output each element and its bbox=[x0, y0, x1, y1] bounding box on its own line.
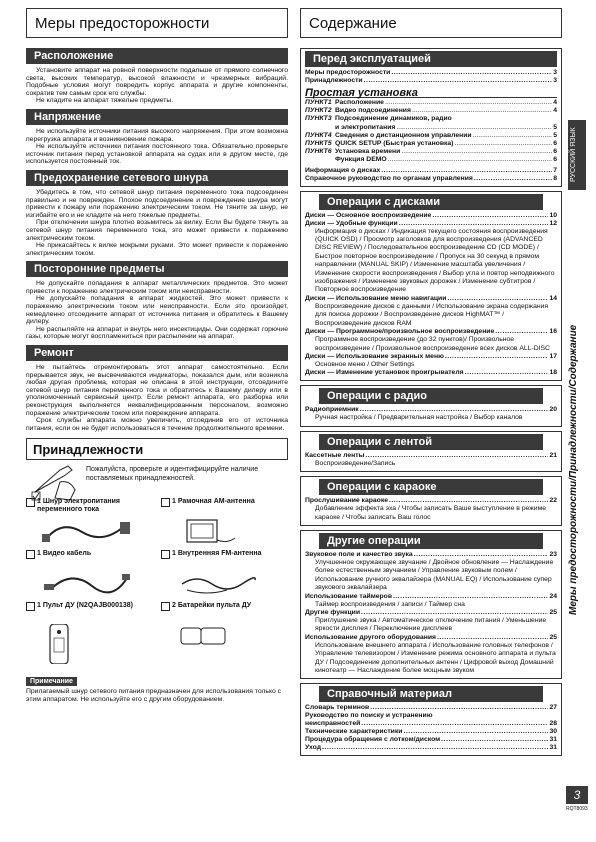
toc-entry-description: Добавление эффекта эха / Чтобы записать Ваше выступление в режиме караоке / Чтобы записать Ваш голос bbox=[315, 505, 547, 521]
section-paragraph: При отключении шнура плотно возьмитесь за вилку. Если Вы будете тянуть за сетевой шнур питания переменного тока, это может привести к поражению электрическим током. bbox=[26, 219, 288, 242]
toc-entry-description: Воспроизведение дисков с данными / Использование экрана содержания для поиска дорожки / Воспроизведение дисков HighMAT™ / Воспроизведение дисков RAM bbox=[315, 302, 549, 327]
toc-leader bbox=[389, 497, 548, 505]
toc-row bbox=[305, 704, 557, 712]
toc-page-number: 27 bbox=[549, 704, 557, 712]
toc-page-number: 31 bbox=[549, 744, 557, 752]
toc-row bbox=[305, 77, 557, 85]
toc-entry-title[interactable]: Диски — Программное/произвольное воспроизведение bbox=[305, 328, 495, 336]
section-paragraph: Не прикасайтесь к вилке мокрыми руками. Это может привести к поражению электрическим током. bbox=[26, 242, 288, 257]
toc-page-number: 3 bbox=[553, 69, 557, 76]
setup-step-row bbox=[305, 107, 557, 115]
section-paragraph: Не пытайтесь отремонтировать этот аппарат самостоятельно. Если прерывается звук, не высвечиваются индикаторы, показался дым, или возникла любая другая проблема, которая не описана в этой инструкции, отсоедините сетевой шнур питания переменного тока и обратитесь к Вашему дилеру или в уполномоченный сервисный центр. Если ремонт аппарата, его разборка или реконструкция выполняется неквалифицированным персоналом, возможно поражение электрическим током или повреждение аппарата. bbox=[26, 364, 288, 417]
toc-entry-description: Программное воспроизведение (до 32 пунктов)/ Произвольное воспроизведение / Произвольное воспроизведение всех дисков ALL-DISC bbox=[315, 336, 550, 352]
am-antenna-icon bbox=[177, 518, 237, 548]
section-heading: Предохранение сетевого шнура bbox=[26, 170, 288, 186]
section-paragraph: Не кладите на аппарат тяжелые предметы. bbox=[36, 97, 174, 105]
toc-page-number: 10 bbox=[549, 211, 557, 219]
toc-page-number: 28 bbox=[549, 720, 557, 728]
section-paragraph: Не допускайте попадания в аппарат жидкостей. Это может привести к поражению электрическим током или неисправности. Если это произойдет, немедленно отсоедините аппарат от источника питания и обратитесь к Вашему дилеру. bbox=[26, 295, 288, 326]
step-key: ПУНКТ1 bbox=[305, 99, 332, 106]
step-title[interactable]: Функция DEMO bbox=[335, 156, 387, 164]
toc-leader bbox=[447, 295, 548, 303]
toc-entry-description: Воспроизведение/Запись bbox=[315, 459, 396, 467]
toc-page-number: 4 bbox=[553, 107, 557, 115]
toc-leader bbox=[361, 720, 548, 728]
pen-hand-icon bbox=[30, 462, 80, 502]
section-paragraph: Срок службы аппарата можно увеличить, отсоединив его от источника питания, если он не будет использоваться в течение продолжительного времени. bbox=[26, 417, 288, 432]
toc-entry-title[interactable]: Диски — Основное воспроизведение bbox=[305, 211, 432, 219]
toc-page-number: 25 bbox=[549, 608, 557, 616]
checkbox[interactable] bbox=[161, 550, 170, 559]
toc-entry-title[interactable]: Использование таймеров bbox=[305, 592, 393, 600]
toc-page-number: 4 bbox=[553, 99, 557, 106]
side-title: Меры предосторожности/Принадлежности/Содержание bbox=[568, 324, 579, 616]
toc-entry-title[interactable]: неисправностей bbox=[305, 720, 361, 728]
checkbox[interactable] bbox=[26, 602, 35, 611]
toc-page-number: 12 bbox=[549, 219, 557, 227]
toc-entry-title[interactable]: Диски — Использование экранных меню bbox=[305, 352, 444, 360]
toc-row bbox=[305, 295, 557, 303]
toc-page-number: 3 bbox=[553, 77, 557, 84]
toc-page-number: 6 bbox=[553, 140, 557, 148]
step-key: ПУНКТ6 bbox=[305, 148, 332, 156]
toc-leader bbox=[399, 220, 549, 228]
toc-page-number: 16 bbox=[549, 328, 557, 336]
toc-entry-title[interactable]: Уход bbox=[305, 744, 322, 752]
toc-entry-description: Улучшенное окружающее звучание / Двойное обновление — Наслаждение более естественным звучанием / Управление звуковым полем / Использование ручного эквалайзера (MANUAL EQ) / Использование супер звукового эквалайзера bbox=[315, 558, 554, 592]
power-cord-icon bbox=[42, 518, 132, 546]
accessory-am-antenna: 1 Рамочная AM-антенна bbox=[161, 498, 286, 548]
section-heading: Ремонт bbox=[26, 345, 288, 361]
toc-entry-description: Информация о дисках / Индикация текущего состояния воспроизведения (QUICK OSD) / Просмотр заголовков для воспроизведения (ADVANCED DISC REVIEW) / Последовательное воспроизведение CD (CD MODE) / Быстрое повторное воспроизведение / Пропуск на 30 секунд в прямом направлении (MANUAL SKIP) / Изменение масштаба увеличения / Изменение скорости воспроизведения / Выбор угла и повтор неподвижного изображения / Изменение звуковых дорожек / Изменение субтитров / Повторное воспроизведение bbox=[315, 227, 555, 294]
toc-page-number: 30 bbox=[549, 728, 557, 736]
toc-heading: Операции с радио bbox=[319, 388, 543, 404]
toc-entry-description: Приглушение звука / Автоматическое отключение питания / Уменьшение яркости дисплея / Переключение дисплеев bbox=[315, 616, 547, 633]
remote-control-icon bbox=[42, 624, 82, 664]
toc-leader bbox=[474, 175, 552, 183]
page-title-contents: Содержание bbox=[300, 8, 562, 38]
toc-entry-title[interactable]: Процедура обращения с лотком/диском bbox=[305, 736, 441, 744]
step-title[interactable]: Расположение bbox=[335, 99, 384, 106]
step-title[interactable]: Установка времени bbox=[335, 148, 401, 156]
toc-page-number: 18 bbox=[549, 369, 557, 377]
toc-entry-title[interactable]: Диски — Удобные функции bbox=[305, 219, 398, 227]
toc-heading: Другие операции bbox=[319, 533, 543, 549]
toc-page-number: 7 bbox=[553, 166, 557, 174]
step-key bbox=[305, 124, 335, 132]
toc-row bbox=[305, 353, 557, 361]
toc-entry-title[interactable]: Информация о дисках bbox=[305, 166, 381, 174]
section-heading: Расположение bbox=[26, 48, 288, 64]
toc-leader bbox=[432, 212, 548, 220]
toc-section-radio bbox=[300, 385, 562, 426]
toc-page-number: 6 bbox=[553, 148, 557, 156]
step-key bbox=[305, 156, 335, 164]
section-paragraph: Не используйте источники питания высокого напряжения. При этом возможна перегрузка аппарата и возникновение пожара. bbox=[26, 127, 288, 143]
accessory-remote: 1 Пульт ДУ (N2QAJB000138) bbox=[26, 602, 151, 652]
accessories-block bbox=[26, 466, 288, 703]
toc-entry-title[interactable]: Кассетные ленты bbox=[305, 451, 365, 459]
toc-before-operation bbox=[300, 48, 562, 187]
toc-page-number: 8 bbox=[553, 174, 557, 182]
toc-section-discs bbox=[300, 191, 562, 382]
toc-section-karaoke bbox=[300, 476, 562, 526]
video-cable-icon bbox=[42, 570, 132, 598]
toc-entry-title[interactable]: Звуковое поле и качество звука bbox=[305, 550, 413, 558]
toc-page-number: 22 bbox=[549, 497, 557, 505]
toc-entry-title: Руководство по поиску и устранению bbox=[305, 712, 433, 720]
toc-row bbox=[305, 175, 557, 183]
toc-page-number: 5 bbox=[553, 131, 557, 139]
setup-step-row bbox=[305, 132, 557, 140]
toc-row bbox=[305, 452, 557, 460]
setup-step-row bbox=[305, 148, 557, 156]
toc-page-number: 17 bbox=[549, 352, 557, 360]
toc-entry-description: Ручная настройка / Предварительная настройка / Выбор каналов bbox=[315, 414, 523, 422]
section-heading: Напряжение bbox=[26, 109, 288, 125]
accessory-batteries: 2 Батарейки пульта ДУ bbox=[161, 602, 286, 652]
toc-entry-description: Использование внешнего аппарата / Использование головных телефонов / Управление телевизором / Изменение режима основного аппарата и пульта ДУ / Подсоединение дополнительных антенн / Цифровой выход Домашний кинотеатр — Наслаждение более мощным звуком bbox=[315, 641, 556, 674]
toc-entry-title[interactable]: Меры предосторожности bbox=[305, 69, 391, 76]
toc-row bbox=[305, 220, 557, 228]
toc-heading: Операции с лентой bbox=[319, 434, 543, 450]
toc-entry-title[interactable]: Радиоприемник bbox=[305, 406, 359, 414]
toc-row bbox=[305, 551, 557, 559]
toc-entry-description: Таймер воспроизведения / записи / Таймер сна bbox=[315, 600, 465, 608]
right-column bbox=[300, 8, 562, 760]
toc-row bbox=[305, 167, 557, 175]
accessory-fm-antenna: 1 Внутренняя FM-антенна bbox=[161, 550, 286, 600]
note-label: Примечание bbox=[26, 677, 77, 686]
section-paragraph: Убедитесь в том, что сетевой шнур питания переменного тока подсоединен правильно и не поврежден. Плохое подсоединение и повреждение шнура могут привести к пожару или поражению электрическим током. Не тяните за шнур, не изгибайте его и не кладите на него тяжелые предметы. bbox=[26, 188, 288, 219]
step-title[interactable]: QUICK SETUP (Быстрая установка) bbox=[335, 140, 454, 148]
step-key: ПУНКТ5 bbox=[305, 140, 332, 148]
toc-leader bbox=[441, 736, 548, 744]
precaution-sections bbox=[26, 48, 288, 432]
setup-step-row bbox=[305, 140, 557, 148]
toc-section-tape bbox=[300, 431, 562, 472]
document-code: RQT8093 bbox=[566, 806, 588, 812]
toc-entry-title[interactable]: Диски — Изменение установок проигрывателя bbox=[305, 369, 464, 377]
toc-page-number: 31 bbox=[549, 736, 557, 744]
setup-step-row bbox=[305, 124, 557, 132]
step-title[interactable]: и электропитания bbox=[335, 123, 396, 131]
accessories-intro: Пожалуйста, проверьте и идентифицируйте наличие поставляемых принадлежностей. bbox=[86, 466, 259, 482]
accessories-title: Принадлежности bbox=[26, 438, 288, 460]
toc-page-number: 14 bbox=[549, 294, 557, 302]
toc-entry-title[interactable]: Справочное руководство по органам управления bbox=[305, 174, 473, 182]
simple-setup-title: Простая установка bbox=[305, 89, 557, 98]
toc-page-number: 6 bbox=[553, 156, 557, 164]
toc-row bbox=[305, 369, 557, 377]
toc-entry-title[interactable]: Прослушивание караоке bbox=[305, 497, 388, 505]
step-key: ПУНКТ4 bbox=[305, 131, 332, 139]
toc-leader bbox=[370, 704, 548, 712]
toc-leader bbox=[465, 369, 549, 377]
toc-page-number: 20 bbox=[549, 406, 557, 414]
checkbox[interactable] bbox=[161, 602, 170, 611]
toc-entry-title[interactable]: Технические характеристики bbox=[305, 728, 403, 736]
page-number: 3 bbox=[566, 786, 588, 804]
toc-leader bbox=[473, 132, 553, 140]
toc-leader bbox=[381, 167, 552, 175]
toc-row bbox=[305, 720, 557, 728]
toc-section-other bbox=[300, 530, 562, 679]
toc-leader bbox=[445, 353, 549, 361]
toc-leader bbox=[495, 328, 548, 336]
toc-leader bbox=[454, 140, 552, 148]
toc-leader bbox=[365, 452, 548, 460]
toc-row bbox=[305, 212, 557, 220]
toc-row bbox=[305, 634, 557, 642]
toc-leader bbox=[401, 148, 552, 156]
toc-leader bbox=[437, 634, 548, 642]
toc-heading: Перед эксплуатацией bbox=[305, 51, 557, 67]
toc-heading: Справочный материал bbox=[319, 686, 543, 702]
toc-page-number: 25 bbox=[549, 633, 557, 641]
toc-heading: Операции с караоке bbox=[319, 479, 543, 495]
fm-antenna-icon bbox=[177, 570, 257, 598]
toc-page-number: 23 bbox=[549, 550, 557, 558]
toc-row bbox=[305, 328, 557, 336]
checkbox[interactable] bbox=[26, 498, 35, 507]
batteries-icon bbox=[177, 622, 237, 650]
step-key: ПУНКТ3 bbox=[305, 115, 332, 123]
step-key: ПУНКТ2 bbox=[305, 107, 332, 115]
toc-page-number: 5 bbox=[553, 123, 557, 131]
toc-leader bbox=[412, 107, 552, 115]
accessory-power-cord: 1 Шнур электропитания переменного тока bbox=[26, 498, 151, 548]
toc-row bbox=[305, 736, 557, 744]
section-paragraph: Установите аппарат на ровной поверхности подальше от прямого солнечного света, высоких температур, высокой влажности и чрезмерных вибраций. Подобные условия могут повредить корпус аппарата и другие компоненты, сократив тем самым срок его службы. bbox=[26, 67, 288, 97]
toc-page-number: 24 bbox=[549, 592, 557, 600]
setup-step-row bbox=[305, 99, 557, 107]
toc-row bbox=[305, 744, 557, 752]
toc-row bbox=[305, 497, 557, 505]
accessory-video-cable: 1 Видео кабель bbox=[26, 550, 151, 600]
toc-leader bbox=[361, 609, 548, 617]
step-title[interactable]: Сведения о дистанционном управлении bbox=[335, 131, 472, 139]
toc-row bbox=[305, 609, 557, 617]
setup-step-row bbox=[305, 115, 557, 123]
note-text: Прилагаемый шнур сетевого питания предназначен для использования только с этим аппаратом. Не используйте его с другим оборудованием. bbox=[26, 688, 282, 703]
toc-heading: Операции с дисками bbox=[319, 194, 543, 210]
toc-entry-title[interactable]: Использование другого оборудования bbox=[305, 633, 437, 641]
step-title[interactable]: Подсоединение динамиков, радио bbox=[335, 115, 452, 123]
language-tab: РУССКИЙ ЯЗЫК bbox=[568, 120, 586, 190]
toc-entry-title[interactable]: Диски — Использование меню навигации bbox=[305, 294, 447, 302]
section-heading: Посторонние предметы bbox=[26, 261, 288, 277]
step-title[interactable]: Видео подсоединения bbox=[335, 107, 411, 115]
toc-leader bbox=[393, 593, 548, 601]
toc-page-number: 21 bbox=[549, 451, 557, 459]
toc-row bbox=[305, 69, 557, 77]
toc-leader bbox=[414, 551, 549, 559]
toc-leader bbox=[322, 744, 548, 752]
toc-entry-title[interactable]: Словарь терминов bbox=[305, 704, 370, 712]
checkbox[interactable] bbox=[161, 498, 170, 507]
section-paragraph: Не распыляйте на аппарат и внутрь него инсектициды. Они содержат горючие газы, которые могут воспламениться при распылении на аппарат. bbox=[26, 325, 288, 341]
left-column bbox=[26, 8, 288, 704]
section-paragraph: Не допускайте попадания в аппарат металлических предметов. Это может привести к поражению электрическим током или неисправности. bbox=[26, 280, 288, 295]
toc-row bbox=[305, 593, 557, 601]
setup-step-row bbox=[305, 156, 557, 164]
toc-section-ref bbox=[300, 683, 562, 756]
page-title-precautions: Меры предосторожности bbox=[26, 8, 288, 38]
toc-entry-title[interactable]: Другие функции bbox=[305, 608, 361, 616]
toc-leader bbox=[385, 99, 552, 107]
toc-leader bbox=[364, 77, 553, 85]
section-paragraph: Не используйте источники питания постоянного тока. Обязательно проверьте источник питания перед установкой аппарата на судах или в другом месте, где используется постоянный ток. bbox=[26, 143, 288, 166]
toc-leader bbox=[396, 124, 552, 132]
toc-leader bbox=[391, 69, 552, 77]
checkbox[interactable] bbox=[26, 550, 35, 559]
toc-entry-title[interactable]: Принадлежности bbox=[305, 77, 363, 84]
toc-entry-description: Основное меню / Other Settings bbox=[315, 360, 415, 368]
toc-leader bbox=[388, 156, 553, 164]
accessories-grid bbox=[26, 498, 288, 652]
